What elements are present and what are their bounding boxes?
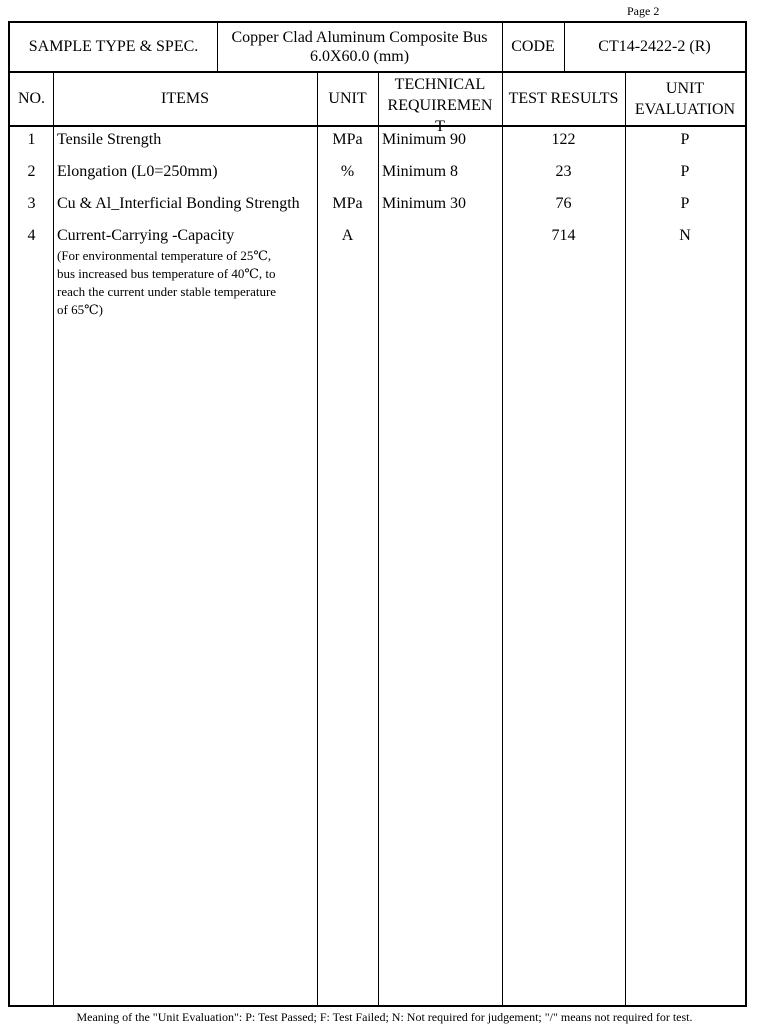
col-eval-header — [625, 73, 745, 125]
row-no: 4 — [27, 227, 36, 244]
table-row — [10, 227, 745, 327]
col-eval-line1: UNIT — [665, 80, 705, 97]
table-row — [10, 195, 745, 219]
row-result: 76 — [555, 195, 572, 212]
row-evaluation: N — [679, 227, 691, 244]
table-row — [10, 131, 745, 155]
row-unit: A — [341, 227, 354, 244]
row-note-line2: bus increased bus temperature of 40℃, to — [57, 266, 276, 281]
row-requirement: Minimum 30 — [382, 195, 467, 212]
row-result: 23 — [555, 163, 572, 180]
row-requirement: Minimum 8 — [382, 163, 459, 180]
row-item: Current-Carrying -Capacity — [57, 227, 235, 244]
sample-type-line2: 6.0X60.0 (mm) — [309, 48, 410, 65]
page-number: Page 2 — [627, 4, 660, 18]
row-result: 122 — [551, 131, 576, 148]
divider — [502, 23, 503, 71]
col-results-header: TEST RESULTS — [508, 90, 619, 107]
col-tech-line2: REQUIREMEN — [387, 97, 493, 114]
row-item: Cu & Al_Interficial Bonding Strength — [57, 195, 300, 212]
table-row — [10, 163, 745, 187]
col-tech-line1: TECHNICAL — [394, 76, 486, 93]
col-items-header: ITEMS — [161, 90, 209, 107]
sample-type-value — [217, 23, 502, 71]
row-unit: % — [340, 163, 355, 180]
row-item: Tensile Strength — [57, 131, 162, 148]
row-evaluation: P — [680, 131, 690, 148]
row-item: Elongation (L0=250mm) — [57, 163, 218, 180]
col-no-header: NO. — [17, 90, 46, 107]
sample-header-row — [10, 23, 745, 71]
row-item-block — [57, 227, 315, 319]
row-result: 714 — [551, 227, 576, 244]
row-no: 3 — [27, 195, 36, 212]
row-unit: MPa — [332, 131, 363, 148]
row-item-note — [57, 247, 315, 319]
col-unit-header: UNIT — [328, 90, 367, 107]
sample-type-label: SAMPLE TYPE & SPEC. — [28, 38, 199, 55]
row-evaluation: P — [680, 163, 690, 180]
row-requirement: Minimum 90 — [382, 131, 467, 148]
row-no: 2 — [27, 163, 36, 180]
row-note-line1: (For environmental temperature of 25℃, — [57, 248, 272, 263]
code-label: CODE — [511, 38, 555, 55]
divider — [217, 23, 218, 71]
code-value: CT14-2422-2 (R) — [598, 38, 711, 55]
row-unit: MPa — [332, 195, 363, 212]
report-table — [8, 21, 747, 1007]
row-no: 1 — [27, 131, 36, 148]
col-tech-header — [378, 73, 502, 125]
row-note-line3: reach the current under stable temperature — [57, 284, 277, 299]
row-evaluation: P — [680, 195, 690, 212]
evaluation-legend: Meaning of the "Unit Evaluation": P: Test Passed; F: Test Failed; N: Not required for judgement; "/" means not required for test. — [76, 1010, 693, 1024]
col-eval-line2: EVALUATION — [634, 101, 736, 118]
row-note-line4: of 65℃) — [57, 302, 103, 317]
sample-type-line1: Copper Clad Aluminum Composite Bus — [231, 29, 488, 46]
divider — [564, 23, 565, 71]
